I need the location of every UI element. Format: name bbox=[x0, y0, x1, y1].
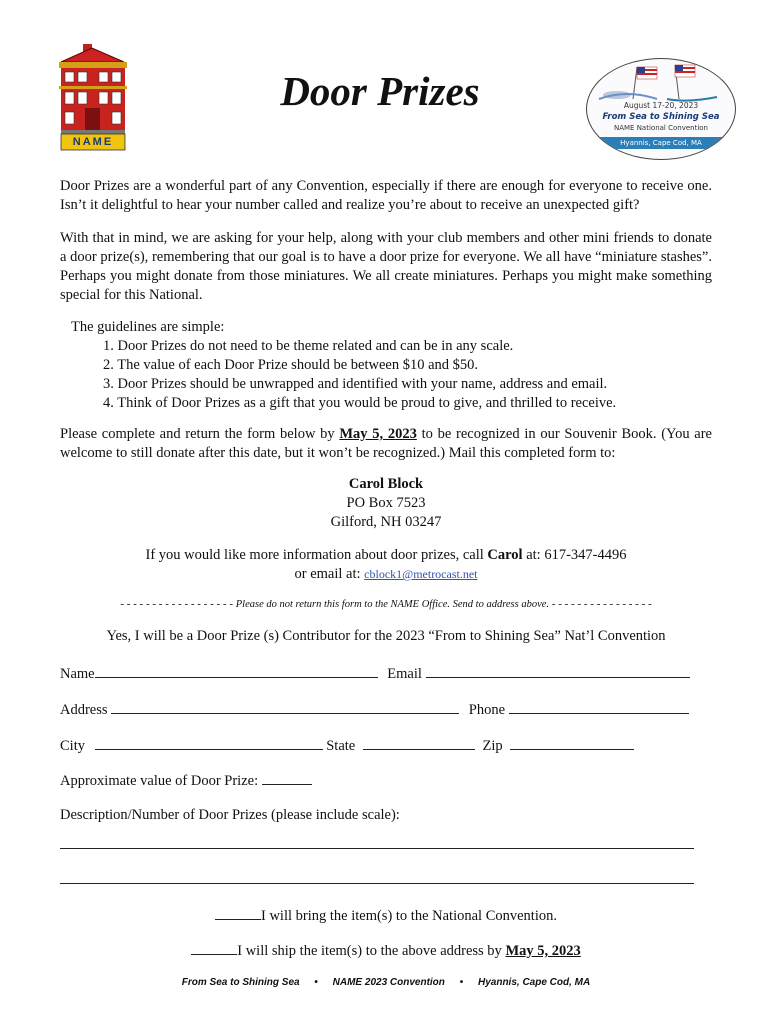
address-phone-row: Address Phone bbox=[60, 699, 720, 720]
name-field[interactable] bbox=[95, 663, 378, 678]
convention-badge bbox=[586, 58, 736, 160]
logo-text: NAME bbox=[72, 136, 114, 148]
guideline-item: 1. Door Prizes do not need to be theme related and can be in any scale. bbox=[103, 338, 514, 354]
ship-deadline-date: May 5, 2023 bbox=[505, 943, 581, 959]
state-field[interactable] bbox=[363, 735, 475, 750]
phone-field[interactable] bbox=[509, 699, 689, 714]
page-footer: From Sea to Shining Sea • NAME 2023 Convention • Hyannis, Cape Cod, MA bbox=[181, 977, 591, 988]
guideline-item: 3. Door Prizes should be unwrapped and identified with your name, address and email. bbox=[103, 376, 608, 392]
zip-field[interactable] bbox=[510, 735, 634, 750]
name-house-logo bbox=[55, 42, 130, 152]
contact-info: If you would like more information about door prizes, call Carol at: 617-347-4496 or email at: cblock1@metrocast.net bbox=[145, 547, 627, 582]
intro-paragraph-2: With that in mind, we are asking for your help, along with your club members and other mini friends to donate a door prize(s), remembering that our goal is to have a door prize for everyone. We all have “miniature stashes”. Perhaps you might donate from those miniatures. We all create miniatures. Perhaps you might make something special for this National. bbox=[60, 230, 712, 303]
address-box: PO Box 7523 bbox=[346, 495, 426, 511]
guideline-item: 2. The value of each Door Prize should be between $10 and $50. bbox=[103, 357, 479, 373]
badge-convention: NAME National Convention bbox=[613, 124, 708, 132]
page-title: Door Prizes bbox=[280, 68, 480, 114]
guideline-item: 4. Think of Door Prizes as a gift that you would be proud to give, and thrilled to receive. bbox=[103, 395, 617, 411]
city-state-zip-row: City State Zip bbox=[60, 735, 720, 756]
deadline-paragraph: Please complete and return the form below by May 5, 2023 to be recognized in our Souvenir Book. (You are welcome to still donate after this date, but it won’t be recognized.) Mail this completed form to: bbox=[60, 426, 712, 461]
description-line-1[interactable] bbox=[60, 848, 694, 849]
ship-row: I will ship the item(s) to the above address by May 5, 2023 bbox=[60, 940, 712, 961]
guidelines-heading: The guidelines are simple: bbox=[71, 319, 225, 335]
badge-date: August 17-20, 2023 bbox=[623, 101, 699, 110]
mailing-address bbox=[60, 475, 712, 532]
address-city: Gilford, NH 03247 bbox=[330, 514, 442, 530]
intro-paragraph-1: Door Prizes are a wonderful part of any Convention, especially if there are enough for everyone to receive one. Isn’t it delightful to hear your number called and realize you’re about to receive an unexpected gift? bbox=[60, 178, 712, 213]
guidelines-list bbox=[103, 337, 703, 413]
flags-icon bbox=[587, 59, 735, 105]
value-field[interactable] bbox=[262, 770, 312, 785]
address-field[interactable] bbox=[111, 699, 459, 714]
cut-line: - - - - - - - - - - - - - - - - - - Please do not return this form to the NAME Office. Send to address above. - - - - - - - - - - - - - - - - bbox=[120, 598, 652, 610]
form-heading: Yes, I will be a Door Prize (s) Contributor for the 2023 “From to Shining Sea” Nat’l Convention bbox=[106, 628, 666, 644]
address-name: Carol Block bbox=[348, 476, 424, 492]
badge-location: Hyannis, Cape Cod, MA bbox=[587, 137, 735, 149]
badge-theme: From Sea to Shining Sea bbox=[602, 112, 720, 122]
value-row: Approximate value of Door Prize: bbox=[60, 770, 312, 791]
email-field[interactable] bbox=[426, 663, 690, 678]
ship-checkbox-line[interactable] bbox=[191, 940, 237, 955]
name-email-row: Name Email bbox=[60, 663, 720, 684]
city-field[interactable] bbox=[95, 735, 323, 750]
email-link[interactable]: cblock1@metrocast.net bbox=[364, 567, 478, 581]
description-line-2[interactable] bbox=[60, 883, 694, 884]
bring-checkbox-line[interactable] bbox=[215, 905, 261, 920]
description-label: Description/Number of Door Prizes (please include scale): bbox=[60, 807, 400, 823]
bring-row: I will bring the item(s) to the National Convention. bbox=[60, 905, 712, 926]
deadline-date: May 5, 2023 bbox=[339, 426, 417, 442]
